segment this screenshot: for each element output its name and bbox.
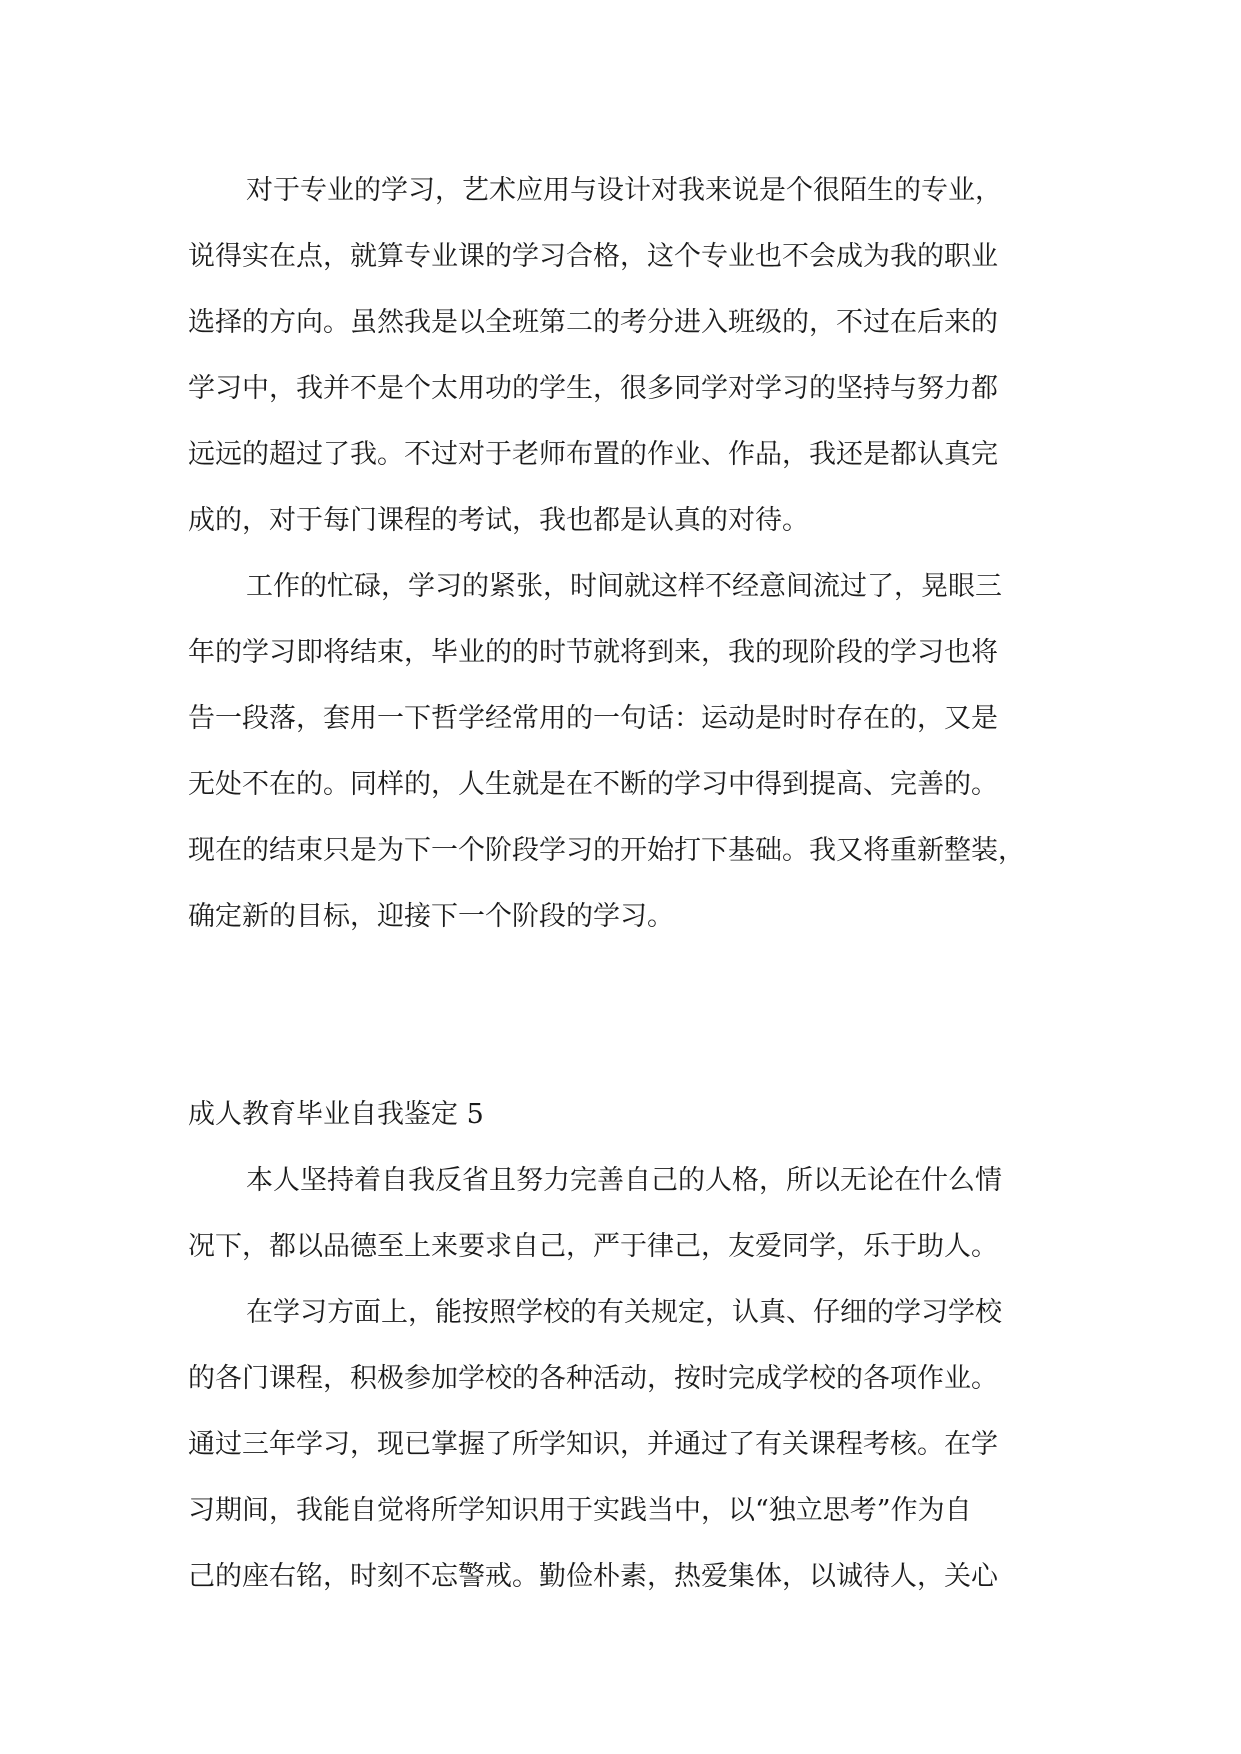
paragraph [188, 1148, 1058, 1280]
paragraph [188, 1280, 1058, 1610]
text-line: 对于专业的学习，艺术应用与设计对我来说是个很陌生的专业， [246, 175, 1002, 206]
text-line: 说得实在点，就算专业课的学习合格，这个专业也不会成为我的职业 [188, 241, 998, 272]
text-line: 现在的结束只是为下一个阶段学习的开始打下基础。我又将重新整装， [188, 835, 1025, 866]
text-line: 习期间，我能自觉将所学知识用于实践当中，以“独立思考”作为自 [188, 1495, 972, 1526]
text-line: 年的学习即将结束，毕业的的时节就将到来，我的现阶段的学习也将 [188, 637, 998, 668]
text-line: 成的，对于每门课程的考试，我也都是认真的对待。 [188, 505, 809, 536]
section-gap [188, 950, 1058, 1082]
text-line: 学习中，我并不是个太用功的学生，很多同学对学习的坚持与努力都 [188, 373, 998, 404]
text-line: 远远的超过了我。不过对于老师布置的作业、作品，我还是都认真完 [188, 439, 998, 470]
text-line: 确定新的目标，迎接下一个阶段的学习。 [188, 901, 674, 932]
text-line: 选择的方向。虽然我是以全班第二的考分进入班级的，不过在后来的 [188, 307, 998, 338]
text-line: 告一段落，套用一下哲学经常用的一句话：运动是时时存在的，又是 [188, 703, 998, 734]
text-line: 己的座右铭，时刻不忘警戒。勤俭朴素，热爱集体，以诚待人，关心 [188, 1561, 998, 1592]
paragraph [188, 158, 1058, 554]
text-line: 的各门课程，积极参加学校的各种活动，按时完成学校的各项作业。 [188, 1363, 998, 1394]
text-line: 在学习方面上，能按照学校的有关规定，认真、仔细的学习学校 [246, 1297, 1002, 1328]
paragraph [188, 554, 1058, 950]
section-title: 成人教育毕业自我鉴定 5 [188, 1099, 484, 1130]
text-line: 本人坚持着自我反省且努力完善自己的人格，所以无论在什么情 [246, 1165, 1002, 1196]
text-line: 况下，都以品德至上来要求自己，严于律己，友爱同学，乐于助人。 [188, 1231, 998, 1262]
text-line: 无处不在的。同样的，人生就是在不断的学习中得到提高、完善的。 [188, 769, 998, 800]
text-line: 工作的忙碌，学习的紧张，时间就这样不经意间流过了，晃眼三 [246, 571, 1002, 602]
document-body [188, 158, 1058, 1610]
text-line: 通过三年学习，现已掌握了所学知识，并通过了有关课程考核。在学 [188, 1429, 998, 1460]
